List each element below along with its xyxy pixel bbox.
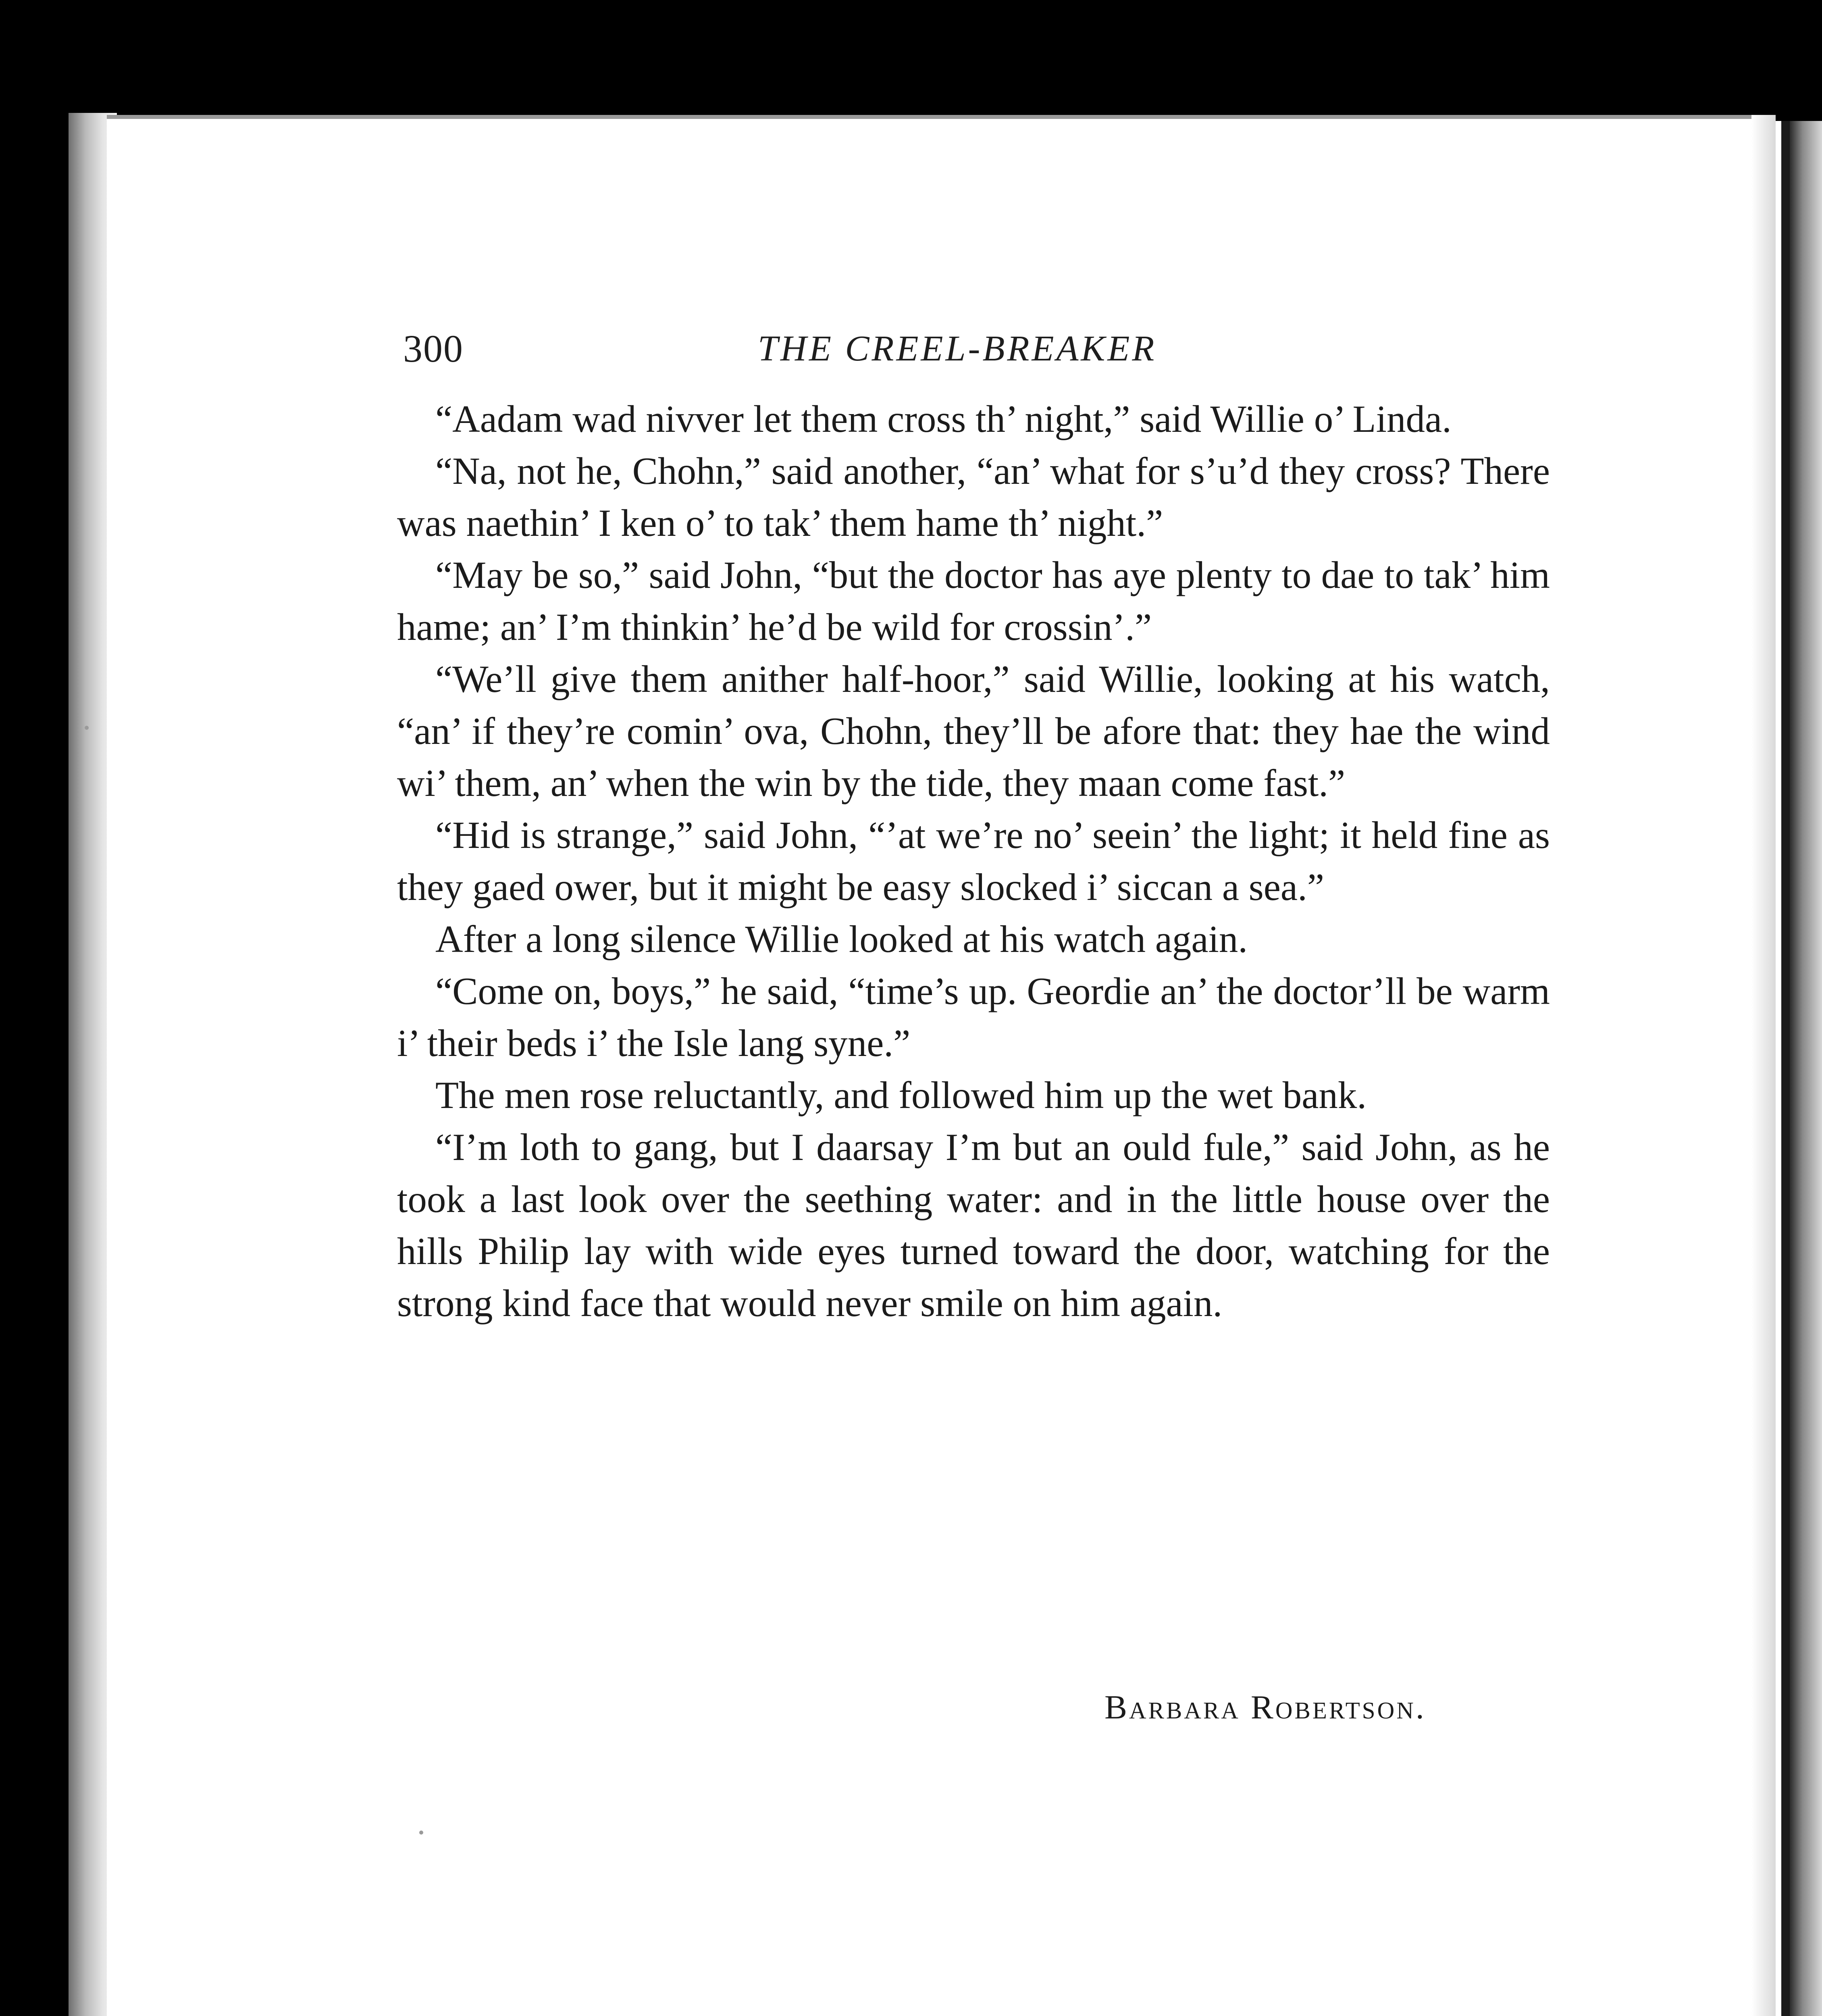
- page-gutter: [1751, 115, 1776, 2016]
- paragraph: “Come on, boys,” he said, “time’s up. Geordie an’ the doctor’ll be warm i’ their beds i’ the Isle lang syne.”: [397, 970, 1550, 1064]
- paper-speck: [419, 1831, 423, 1835]
- paragraph: “We’ll give them anither half-hoor,” said Willie, looking at his watch, “an’ if they’re comin’ ova, Chohn, they’ll be afore that: they hae the wind wi’ them, an’ when the win by the tide, they maan come fast.”: [397, 658, 1550, 804]
- body-text: [397, 393, 1550, 1329]
- paragraph: “May be so,” said John, “but the doctor has aye plenty to dae to tak’ him hame; an’ I’m thinkin’ he’d be wild for crossin’.”: [397, 554, 1550, 648]
- paragraph: “Aadam wad nivver let them cross th’ night,” said Willie o’ Linda.: [435, 398, 1452, 440]
- paragraph: “I’m loth to gang, but I daarsay I’m but an ould fule,” said John, as he took a last look over the seething water: and in the little house over the hills Philip lay with wide eyes turned toward the door, watching for the strong kind face that would never smile on him again.: [397, 1126, 1550, 1325]
- paragraph: “Na, not he, Chohn,” said another, “an’ what for s’u’d they cross? There was naethin’ I ken o’ to tak’ them hame th’ night.”: [397, 450, 1550, 544]
- paragraph: After a long silence Willie looked at his watch again.: [435, 918, 1248, 960]
- running-title: THE CREEL-BREAKER: [758, 329, 1157, 369]
- adjacent-page-shadow: [1790, 121, 1822, 2016]
- paper-speck: [85, 726, 89, 730]
- page-header: [403, 325, 1556, 373]
- author-signature: Barbara Robertson.: [1104, 1689, 1426, 1726]
- paragraph: The men rose reluctantly, and followed him up the wet bank.: [435, 1074, 1367, 1116]
- page-number: 300: [403, 327, 464, 370]
- paragraph: “Hid is strange,” said John, “’at we’re no’ seein’ the light; it held fine as they gaed ower, but it might be easy slocked i’ siccan a sea.”: [397, 814, 1550, 908]
